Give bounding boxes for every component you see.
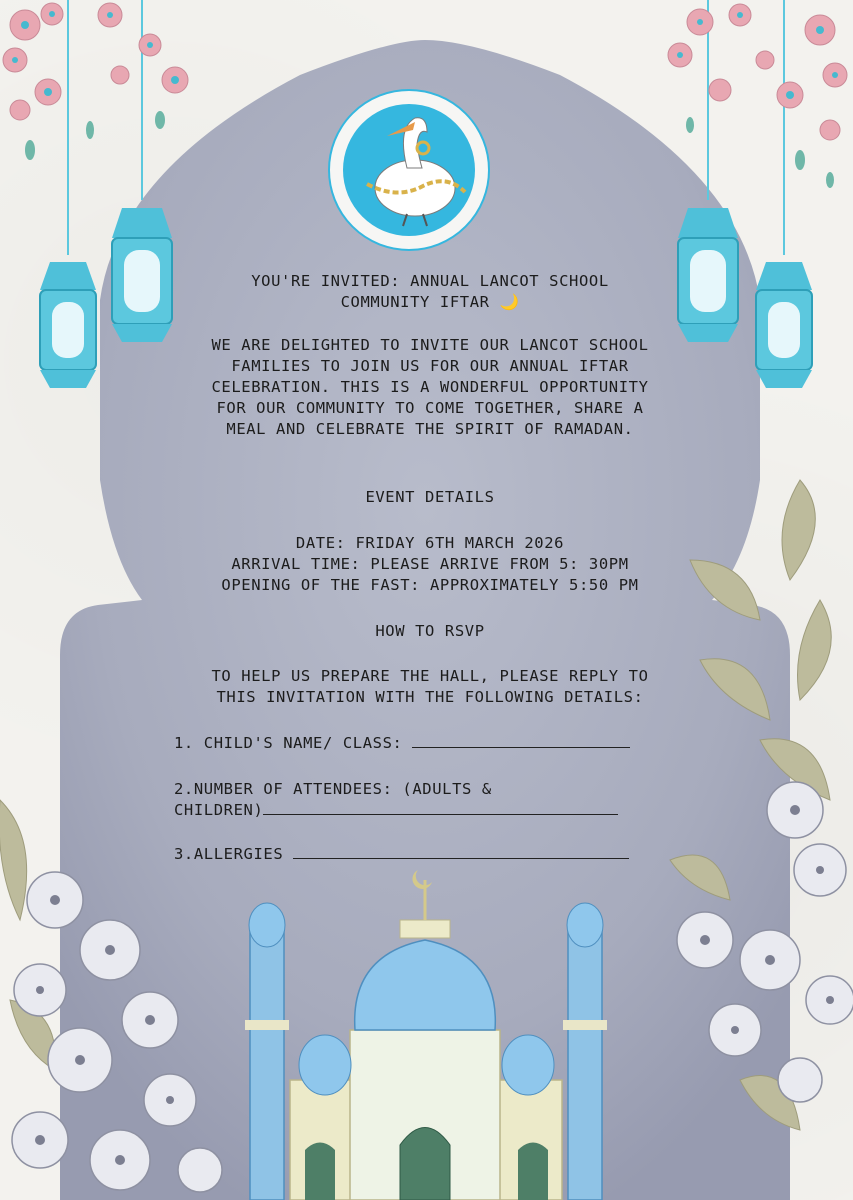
child-name-label: 1. CHILD'S NAME/ CLASS: — [174, 734, 413, 752]
mosque-illustration — [245, 870, 607, 1200]
event-opening-time: OPENING OF THE FAST: APPROXIMATELY 5:50 PM — [221, 576, 639, 594]
rsvp-field-allergies — [174, 844, 734, 865]
attendees-label: CHILDREN) — [174, 801, 264, 819]
intro-line-3: CELEBRATION. THIS IS A WONDERFUL OPPORTUNITY — [211, 378, 649, 396]
lantern-right-outer — [756, 262, 812, 388]
rsvp-field-attendees-line-2 — [174, 800, 734, 821]
rsvp-instruction-line-1: TO HELP US PREPARE THE HALL, PLEASE REPLY TO — [211, 667, 649, 685]
invitation-title-line-2: COMMUNITY IFTAR 🌙 — [340, 293, 520, 311]
child-name-blank — [412, 733, 630, 748]
rsvp-field-child-name — [174, 733, 734, 754]
pink-flowers-top-left — [3, 3, 188, 120]
event-details-heading: EVENT DETAILS — [365, 488, 495, 506]
rsvp-field-attendees-line-1: 2.NUMBER OF ATTENDEES: (ADULTS & — [174, 780, 492, 798]
intro-line-4: FOR OUR COMMUNITY TO COME TOGETHER, SHARE A — [216, 399, 644, 417]
intro-line-5: MEAL AND CELEBRATE THE SPIRIT OF RAMADAN. — [226, 420, 634, 438]
lantern-left-outer — [40, 262, 96, 388]
lancot-school-swan-logo — [327, 88, 491, 252]
rsvp-heading: HOW TO RSVP — [375, 622, 485, 640]
event-arrival-time: ARRIVAL TIME: PLEASE ARRIVE FROM 5: 30PM — [231, 555, 629, 573]
allergies-blank — [293, 844, 629, 859]
rsvp-instruction-line-2: THIS INVITATION WITH THE FOLLOWING DETAILS: — [216, 688, 644, 706]
intro-line-1: WE ARE DELIGHTED TO INVITE OUR LANCOT SCHOOL — [211, 336, 649, 354]
pink-flowers-top-right — [668, 4, 847, 140]
invitation-title-line-1: YOU'RE INVITED: ANNUAL LANCOT SCHOOL — [251, 272, 609, 290]
allergies-label: 3.ALLERGIES — [174, 845, 294, 863]
olive-leaves-left — [0, 800, 55, 1070]
event-date: DATE: FRIDAY 6TH MARCH 2026 — [295, 534, 565, 552]
attendees-blank — [263, 800, 618, 815]
intro-line-2: FAMILIES TO JOIN US FOR OUR ANNUAL IFTAR — [231, 357, 629, 375]
